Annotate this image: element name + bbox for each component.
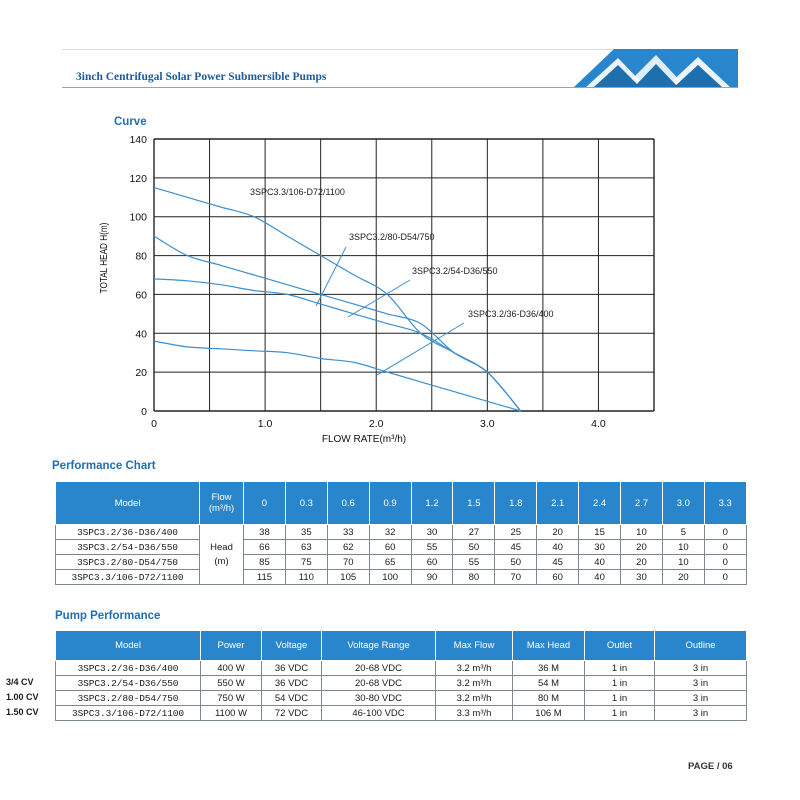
pump-column-header: Power <box>201 631 262 661</box>
pump-spec-cell: 36 M <box>513 661 585 676</box>
pump-performance-table <box>55 630 747 721</box>
head-value-cell: 20 <box>662 570 704 585</box>
x-axis-label: FLOW RATE(m³/h) <box>321 434 407 445</box>
head-value-cell: 27 <box>453 525 495 540</box>
head-label-cell: Head (m) <box>200 525 244 585</box>
pump-spec-cell: 36 VDC <box>262 661 322 676</box>
pump-spec-cell: 46-100 VDC <box>322 706 436 721</box>
pump-row <box>56 691 747 706</box>
series-label: 3SPC3.2/80-D54/750 <box>349 232 435 242</box>
x-tick-label: 0 <box>151 418 157 430</box>
head-value-cell: 63 <box>285 540 327 555</box>
head-value-cell: 90 <box>411 570 453 585</box>
head-value-cell: 0 <box>704 555 746 570</box>
head-value-cell: 62 <box>327 540 369 555</box>
pump-row <box>56 676 747 691</box>
head-value-cell: 33 <box>327 525 369 540</box>
document-title: 3inch Centrifugal Solar Power Submersible Pumps <box>76 71 327 83</box>
pump-spec-cell: 3 in <box>655 676 747 691</box>
pump-spec-cell: 20-68 VDC <box>322 661 436 676</box>
head-value-cell: 25 <box>495 525 537 540</box>
y-tick-label: 140 <box>129 134 147 146</box>
head-value-cell: 55 <box>411 540 453 555</box>
head-value-cell: 20 <box>621 540 663 555</box>
head-value-cell: 20 <box>537 525 579 540</box>
x-tick-label: 1.0 <box>257 418 273 430</box>
y-tick-label: 60 <box>135 289 147 302</box>
pump-spec-cell: 1 in <box>585 691 655 706</box>
head-value-cell: 65 <box>369 555 411 570</box>
head-value-cell: 30 <box>621 570 663 585</box>
flow-value-header: 2.1 <box>537 482 579 525</box>
curve-section-title: Curve <box>114 116 147 128</box>
head-value-cell: 55 <box>453 555 495 570</box>
flow-value-header: 0.6 <box>327 482 369 525</box>
performance-row <box>56 570 747 585</box>
y-tick-label: 100 <box>129 211 147 224</box>
head-value-cell: 0 <box>704 540 746 555</box>
head-value-cell: 0 <box>704 570 746 585</box>
head-value-cell: 5 <box>662 525 704 540</box>
pump-spec-cell: 3.2 m³/h <box>436 661 513 676</box>
head-value-cell: 38 <box>244 525 286 540</box>
x-tick-label: 4.0 <box>591 418 606 430</box>
head-value-cell: 100 <box>369 570 411 585</box>
head-value-cell: 60 <box>369 540 411 555</box>
pump-curve-line <box>154 341 521 411</box>
head-value-cell: 50 <box>453 540 495 555</box>
head-value-cell: 105 <box>327 570 369 585</box>
head-value-cell: 66 <box>244 540 286 555</box>
pump-spec-cell: 3 in <box>655 691 747 706</box>
pump-curve-line <box>154 236 521 411</box>
head-value-cell: 80 <box>453 570 495 585</box>
head-value-cell: 10 <box>621 525 663 540</box>
pump-curve-chart <box>90 130 670 448</box>
y-tick-label: 40 <box>135 328 147 341</box>
pump-spec-cell: 3 in <box>655 706 747 721</box>
y-axis-label: TOTAL HEAD H(m) <box>98 222 110 294</box>
pump-spec-cell: 3.2 m³/h <box>436 676 513 691</box>
performance-row <box>56 525 747 540</box>
flow-value-header: 0.3 <box>285 482 327 525</box>
x-tick-label: 2.0 <box>368 418 384 430</box>
performance-row <box>56 555 747 570</box>
header-banner-graphic <box>574 49 738 87</box>
horsepower-label: 3/4 CV <box>6 677 34 687</box>
head-value-cell: 45 <box>537 555 579 570</box>
head-value-cell: 45 <box>495 540 537 555</box>
pump-column-header: Max Flow <box>436 631 513 661</box>
model-cell: 3SPC3.2/80-D54/750 <box>56 555 200 570</box>
flow-value-header: 3.0 <box>662 482 704 525</box>
model-cell: 3SPC3.2/36-D36/400 <box>56 661 201 676</box>
x-tick-label: 3.0 <box>480 418 495 430</box>
pump-spec-cell: 3.3 m³/h <box>436 706 513 721</box>
head-value-cell: 40 <box>537 540 579 555</box>
series-label: 3SPC3.2/54-D36/550 <box>412 266 498 276</box>
head-value-cell: 70 <box>327 555 369 570</box>
head-value-cell: 60 <box>537 570 579 585</box>
model-cell: 3SPC3.2/36-D36/400 <box>56 525 200 540</box>
y-tick-label: 80 <box>135 250 147 263</box>
head-value-cell: 40 <box>579 570 621 585</box>
pump-spec-cell: 106 M <box>513 706 585 721</box>
header-rule-bottom <box>62 87 738 88</box>
head-value-cell: 75 <box>285 555 327 570</box>
head-value-cell: 20 <box>621 555 663 570</box>
y-tick-label: 20 <box>135 367 147 380</box>
head-value-cell: 110 <box>285 570 327 585</box>
pump-performance-title: Pump Performance <box>55 610 161 622</box>
flow-value-header: 1.8 <box>495 482 537 525</box>
head-value-cell: 30 <box>579 540 621 555</box>
head-value-cell: 32 <box>369 525 411 540</box>
head-value-cell: 30 <box>411 525 453 540</box>
head-value-cell: 10 <box>662 540 704 555</box>
pump-spec-cell: 750 W <box>201 691 262 706</box>
performance-chart-title: Performance Chart <box>52 460 156 472</box>
model-cell: 3SPC3.2/54-D36/550 <box>56 540 200 555</box>
pump-spec-cell: 36 VDC <box>262 676 322 691</box>
pump-spec-cell: 3 in <box>655 661 747 676</box>
head-value-cell: 115 <box>244 570 286 585</box>
chart-curves <box>154 188 521 411</box>
series-label: 3SPC3.2/36-D36/400 <box>468 309 554 319</box>
y-tick-label: 0 <box>141 406 147 418</box>
model-cell: 3SPC3.2/80-D54/750 <box>56 691 201 706</box>
pump-spec-cell: 30-80 VDC <box>322 691 436 706</box>
pump-column-header: Max Head <box>513 631 585 661</box>
model-cell: 3SPC3.2/54-D36/550 <box>56 676 201 691</box>
flow-header: Flow (m³/h) <box>200 482 244 525</box>
head-value-cell: 0 <box>704 525 746 540</box>
chart-labels <box>250 187 554 375</box>
flow-value-header: 1.2 <box>411 482 453 525</box>
pump-spec-cell: 1 in <box>585 661 655 676</box>
pump-spec-cell: 80 M <box>513 691 585 706</box>
head-value-cell: 50 <box>495 555 537 570</box>
head-value-cell: 60 <box>411 555 453 570</box>
flow-value-header: 0.9 <box>369 482 411 525</box>
horsepower-label: 1.00 CV <box>6 692 39 702</box>
series-label: 3SPC3.3/106-D72/1100 <box>250 187 345 197</box>
performance-table <box>55 481 747 585</box>
flow-value-header: 2.4 <box>579 482 621 525</box>
pump-row <box>56 661 747 676</box>
pump-spec-cell: 72 VDC <box>262 706 322 721</box>
page-number: PAGE / 06 <box>688 761 733 772</box>
head-value-cell: 35 <box>285 525 327 540</box>
horsepower-label: 1.50 CV <box>6 707 39 717</box>
head-value-cell: 40 <box>579 555 621 570</box>
flow-value-header: 0 <box>244 482 286 525</box>
flow-value-header: 2.7 <box>621 482 663 525</box>
pump-column-header: Outlet <box>585 631 655 661</box>
pump-spec-cell: 3.2 m³/h <box>436 691 513 706</box>
pump-column-header: Outline <box>655 631 747 661</box>
pump-column-header: Model <box>56 631 201 661</box>
model-cell: 3SPC3.3/106-D72/1100 <box>56 570 200 585</box>
chart-grid <box>154 139 654 411</box>
pump-spec-cell: 54 M <box>513 676 585 691</box>
pump-spec-cell: 1 in <box>585 706 655 721</box>
head-value-cell: 15 <box>579 525 621 540</box>
model-header: Model <box>56 482 200 525</box>
performance-row <box>56 540 747 555</box>
y-tick-label: 120 <box>129 172 147 185</box>
head-value-cell: 10 <box>662 555 704 570</box>
pump-spec-cell: 20-68 VDC <box>322 676 436 691</box>
flow-value-header: 1.5 <box>453 482 495 525</box>
model-cell: 3SPC3.3/106-D72/1100 <box>56 706 201 721</box>
series-label-leader <box>377 323 464 375</box>
head-value-cell: 70 <box>495 570 537 585</box>
pump-column-header: Voltage Range <box>322 631 436 661</box>
flow-value-header: 3.3 <box>704 482 746 525</box>
head-value-cell: 85 <box>244 555 286 570</box>
pump-spec-cell: 1100 W <box>201 706 262 721</box>
pump-spec-cell: 400 W <box>201 661 262 676</box>
pump-spec-cell: 550 W <box>201 676 262 691</box>
pump-spec-cell: 54 VDC <box>262 691 322 706</box>
pump-spec-cell: 1 in <box>585 676 655 691</box>
pump-row <box>56 706 747 721</box>
pump-column-header: Voltage <box>262 631 322 661</box>
